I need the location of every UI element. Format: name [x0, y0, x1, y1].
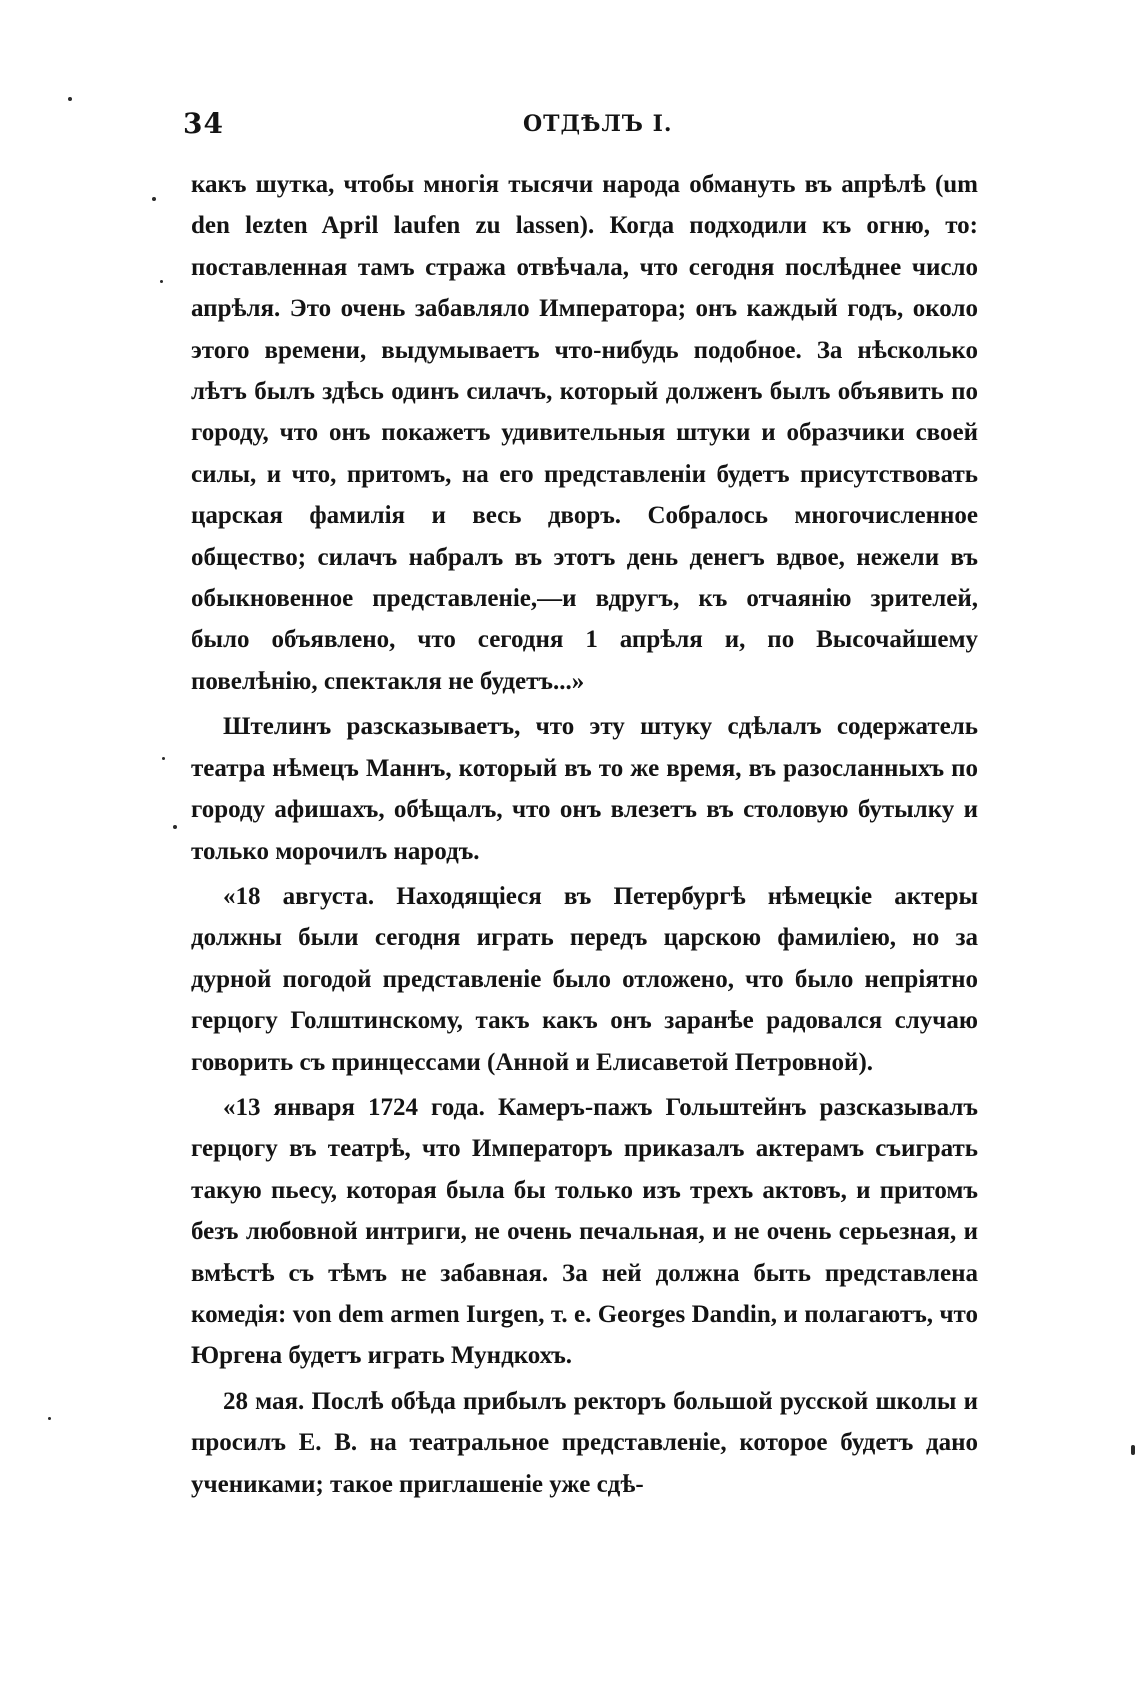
running-head: ОТДѢЛЪ I.	[523, 111, 673, 137]
body-text	[191, 164, 978, 1509]
scan-speck	[68, 97, 72, 101]
scan-speck	[48, 1417, 51, 1420]
scan-speck	[162, 757, 165, 760]
page-number: 34	[183, 107, 224, 140]
scan-speck	[1131, 1445, 1135, 1455]
paragraph-august-18: «18 августа. Находящіеся въ Петербургѣ нѣмецкіе актеры должны были сегодня играть передъ царскою фамиліею, но за дурной погодой представленіе было отложено, что было непріятно герцогу Голштинскому, такъ какъ онъ заранѣе радовался случаю говорить съ принцессами (Анной и Елисаветой Петровной).	[191, 882, 978, 1076]
scan-speck	[152, 197, 156, 201]
page-header	[183, 107, 983, 147]
paragraph-may-28: 28 мая. Послѣ обѣда прибылъ ректоръ большой русской школы и просилъ Е. В. на театральное представленіе, которое будетъ дано учениками; такое приглашеніе уже сдѣ-	[191, 1387, 978, 1498]
scan-speck	[160, 280, 163, 283]
scan-speck	[173, 825, 177, 829]
paragraph-january-13: «13 января 1724 года. Камеръ-пажъ Гольштейнъ разсказывалъ герцогу въ театрѣ, что Императоръ приказалъ актерамъ съиграть такую пьесу, которая была бы только изъ трехъ актовъ, и притомъ безъ любовной интриги, не очень печальная, и не очень серьезная, и вмѣстѣ съ тѣмъ не забавная. За ней должна быть представлена комедія: von dem armen Iurgen, т. е. Georges Dandin, и полагаютъ, что Юргена будетъ играть Мундкохъ.	[191, 1093, 978, 1370]
paragraph-stelin: Штелинъ разсказываетъ, что эту штуку сдѣлалъ содержатель театра нѣмецъ Маннъ, который въ то же время, въ разосланныхъ по городу афишахъ, обѣщалъ, что онъ влезетъ въ столовую бутылку и только морочилъ народъ.	[191, 713, 978, 865]
paragraph-continuation: какъ шутка, чтобы многія тысячи народа обмануть въ апрѣлѣ (um den lezten April laufen zu lassen). Когда подходили къ огню, то: поставленная тамъ стража отвѣчала, что сегодня послѣднее число апрѣля. Это очень забавляло Императора; онъ каждый годъ, около этого времени, выдумываетъ что-нибудь подобное. За нѣсколько лѣтъ былъ здѣсь одинъ силачъ, который долженъ былъ объявить по городу, что онъ покажетъ удивительныя штуки и образчики своей силы, и что, притомъ, на его представленіи будетъ присутствовать царская фамилія и весь дворъ. Собралось многочисленное общество; силачъ набралъ въ этотъ день денегъ вдвое, нежели въ обыкновенное представленіе,—и вдругъ, къ отчаянію зрителей, было объявлено, что сегодня 1 апрѣля и, по Высочайшему повелѣнію, спектакля не будетъ...»	[191, 171, 978, 695]
